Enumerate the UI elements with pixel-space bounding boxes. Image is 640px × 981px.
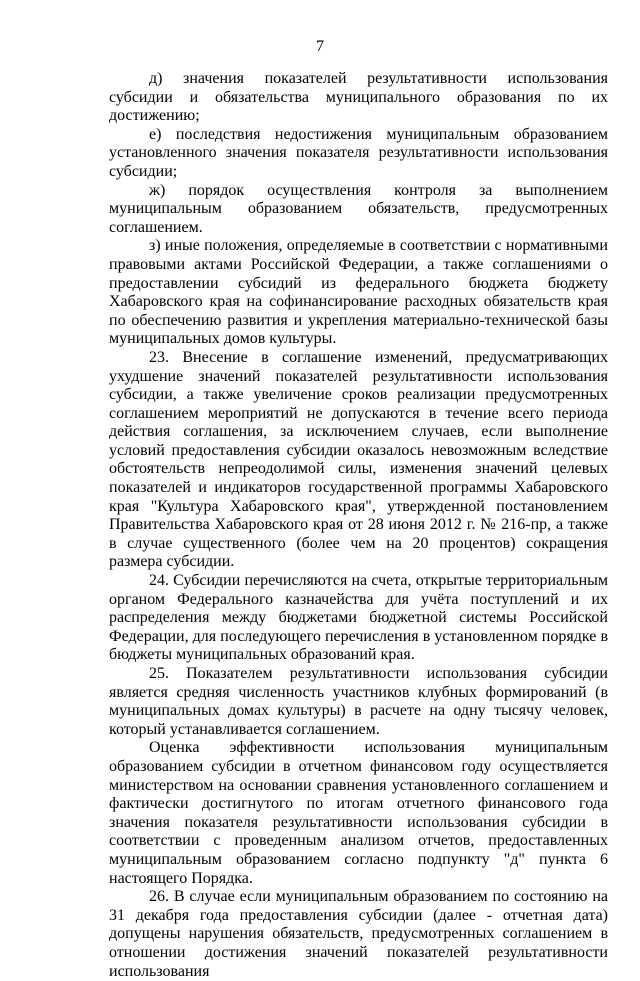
- paragraph-24: 24. Субсидии перечисляются на счета, открытые территориальным органом Федерального казначейства для учёта поступлений и их распределения между бюджетами бюджетной системы Российской Федерации, для последующего перечисления в установленном порядке в бюджеты муниципальных образований края.: [109, 572, 608, 664]
- paragraph-25: 25. Показателем результативности использования субсидии является средняя численность участников клубных формирований (в муниципальных домах культуры) в расчете на одну тысячу человек, который устанавливается соглашением.: [109, 665, 608, 738]
- page-number: 7: [316, 38, 324, 55]
- paragraph-zh: ж) порядок осуществления контроля за выполнением муниципальным образованием обязательств, предусмотренных соглашением.: [109, 181, 608, 236]
- paragraph-e: е) последствия недостижения муниципальным образованием установленного значения показателя результативности использования субсидии;: [109, 125, 608, 180]
- document-body: [109, 70, 608, 981]
- paragraph-d: д) значения показателей результативности использования субсидии и обязательства муниципального образования по их достижению;: [109, 70, 608, 125]
- paragraph-z: з) иные положения, определяемые в соответствии с нормативными правовыми актами Российской Федерации, а также соглашениями о предоставлении субсидий из федерального бюджета бюджету Хабаровского края на софинансирование расходных обязательств края по обеспечению развития и укрепления материально-технической базы муниципальных домов культуры.: [109, 237, 608, 348]
- paragraph-23: 23. Внесение в соглашение изменений, предусматривающих ухудшение значений показателей результативности использования субсидии, а также увеличение сроков реализации предусмотренных соглашением мероприятий не допускаются в течение всего периода действия соглашения, за исключением случаев, если выполнение условий предоставления субсидии оказалось невозможным вследствие обстоятельств непреодолимой силы, изменения значений целевых показателей и индикаторов государственной программы Хабаровского края "Культура Хабаровского края", утвержденной постановлением Правительства Хабаровского края от 28 июня 2012 г. № 216-пр, а также в случае существенного (более чем на 20 процентов) сокращения размера субсидии.: [109, 348, 608, 571]
- paragraph-26: 26. В случае если муниципальным образованием по состоянию на 31 декабря года предоставления субсидии (далее - отчетная дата) допущены нарушения обязательств, предусмотренных соглашением в отношении достижения значений показателей результативности использования: [109, 888, 608, 980]
- paragraph-evaluation: Оценка эффективности использования муниципальным образованием субсидии в отчетном финансовом году осуществляется министерством на основании сравнения установленного соглашением и фактически достигнутого по итогам отчетного финансового года значения показателя результативности использования субсидии в соответствии с проведенным анализом отчетов, предоставленных муниципальным образованием согласно подпункту "д" пункта 6 настоящего Порядка.: [109, 739, 608, 887]
